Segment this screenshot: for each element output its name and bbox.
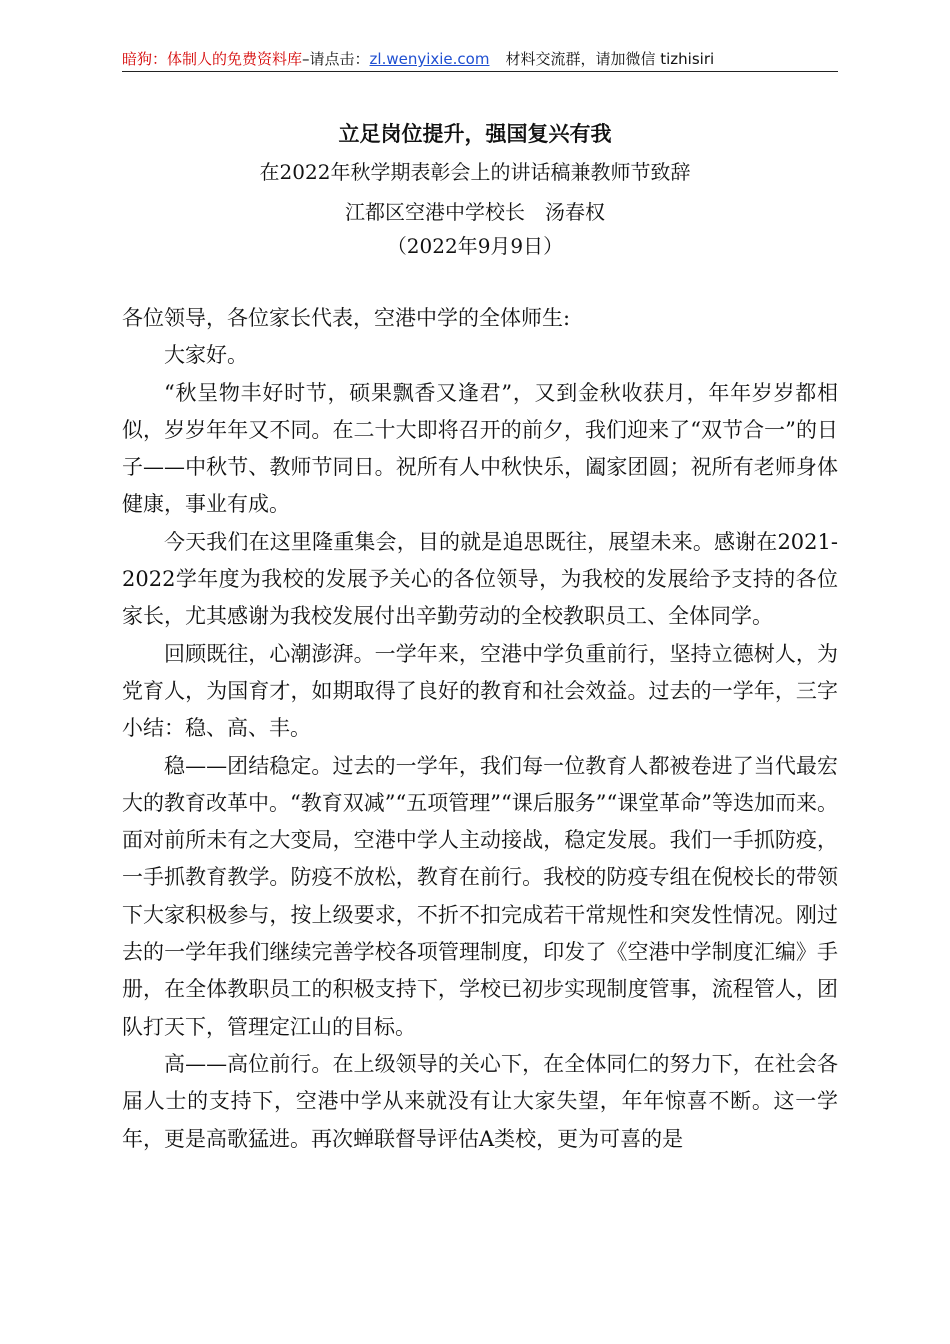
document-author: 江都区空港中学校长 汤春权 <box>345 200 605 224</box>
paragraph-stability: 稳——团结稳定。过去的一学年，我们每一位教育人都被卷进了当代最宏大的教育改革中。“教育双减”“五项管理”“课后服务”“课堂革命”等迭加而来。面对前所未有之大变局，空港中学人主动接战，稳定发展。我们一手抓防疫，一手抓教育教学。防疫不放松，教育在前行。我校的防疫专组在倪校长的带领下大家积极参与，按上级要求，不折不扣完成若干常规性和突发性情况。刚过去的一学年我们继续完善学校各项管理制度，印发了《空港中学制度汇编》手册，在全体教职员工的积极支持下，学校已初步实现制度管事，流程管人，团队打天下，管理定江山的目标。 <box>122 753 838 1039</box>
document-title: 立足岗位提升，强国复兴有我 <box>338 121 612 146</box>
header-prompt: –请点击： <box>302 50 370 68</box>
header-contact: 材料交流群，请加微信 tizhisiri <box>505 50 715 68</box>
header-brand: 暗狗：体制人的免费资料库 <box>122 50 303 68</box>
salutation: 各位领导，各位家长代表，空港中学的全体师生: <box>122 306 571 330</box>
document-date: （2022年9月9日） <box>386 234 564 258</box>
document-body <box>122 300 838 1158</box>
header-link[interactable]: zl.wenyixie.com <box>369 50 490 68</box>
paragraph-review: 回顾既往，心潮澎湃。一学年来，空港中学负重前行，坚持立德树人，为党育人，为国育才，如期取得了良好的教育和社会效益。过去的一学年，三字小结：稳、高、丰。 <box>122 641 838 741</box>
page-header <box>122 48 838 70</box>
paragraph-thanks: 今天我们在这里隆重集会，目的就是追思既往，展望未来。感谢在2021-2022学年度为我校的发展予关心的各位领导，为我校的发展给予支持的各位家长，尤其感谢为我校发展付出辛勤劳动的全校教职员工、全体同学。 <box>122 529 838 629</box>
document-subtitle: 在2022年秋学期表彰会上的讲话稿兼教师节致辞 <box>259 160 691 184</box>
paragraph-high: 高——高位前行。在上级领导的关心下，在全体同仁的努力下，在社会各届人士的支持下，空港中学从来就没有让大家失望，年年惊喜不断。这一学年，更是高歌猛进。再次蝉联督导评估A类校，更为可喜的是 <box>122 1051 838 1151</box>
paragraph-greeting: 大家好。 <box>164 343 248 368</box>
paragraph-festival: “秋呈物丰好时节，硕果飘香又逢君”，又到金秋收获月，年年岁岁都相似，岁岁年年又不同。在二十大即将召开的前夕，我们迎来了“双节合一”的日子——中秋节、教师节同日。祝所有人中秋快乐，阖家团圆；祝所有老师身体健康，事业有成。 <box>122 380 838 517</box>
header-divider <box>122 71 838 72</box>
